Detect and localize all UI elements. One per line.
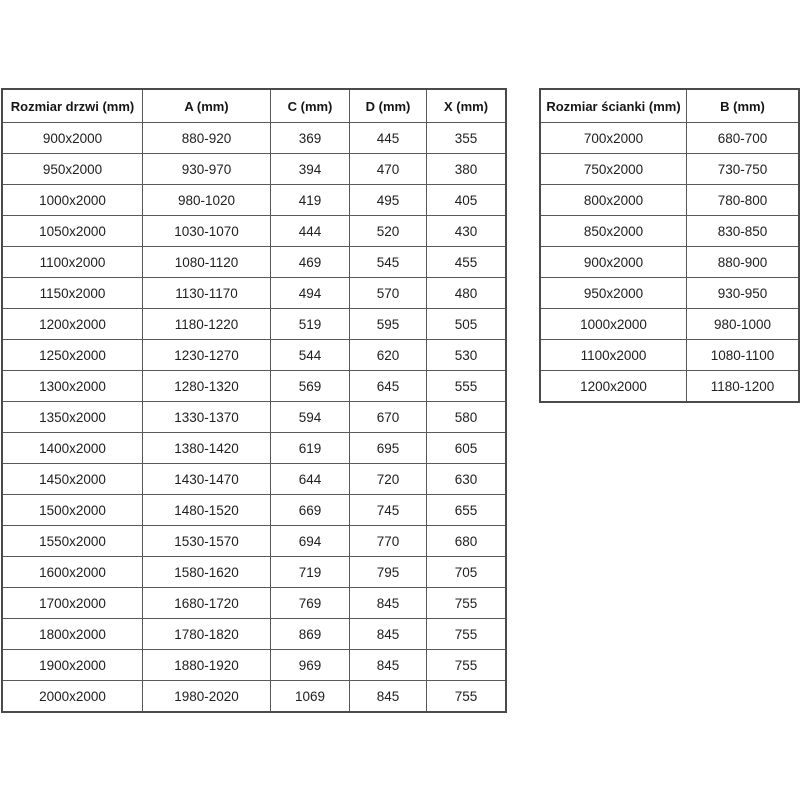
column-header: D (mm) [350, 89, 427, 123]
table-row [540, 216, 799, 247]
table-cell: 1900x2000 [2, 650, 143, 681]
table-cell: 755 [427, 588, 507, 619]
table-cell: 1600x2000 [2, 557, 143, 588]
table-cell: 1380-1420 [143, 433, 271, 464]
table-cell: 719 [271, 557, 350, 588]
table-cell: 680-700 [687, 123, 800, 154]
table-row [2, 495, 506, 526]
table-cell: 1069 [271, 681, 350, 713]
table-cell: 470 [350, 154, 427, 185]
table-cell: 930-970 [143, 154, 271, 185]
table-cell: 670 [350, 402, 427, 433]
table-cell: 1130-1170 [143, 278, 271, 309]
table-row [2, 216, 506, 247]
table-cell: 505 [427, 309, 507, 340]
table-cell: 580 [427, 402, 507, 433]
table-cell: 2000x2000 [2, 681, 143, 713]
column-header: Rozmiar drzwi (mm) [2, 89, 143, 123]
table-cell: 720 [350, 464, 427, 495]
table-cell: 830-850 [687, 216, 800, 247]
table-cell: 555 [427, 371, 507, 402]
table-row [540, 154, 799, 185]
table-cell: 900x2000 [2, 123, 143, 154]
table-cell: 1430-1470 [143, 464, 271, 495]
table-cell: 969 [271, 650, 350, 681]
table-cell: 1200x2000 [2, 309, 143, 340]
table-cell: 1530-1570 [143, 526, 271, 557]
table-cell: 770 [350, 526, 427, 557]
table-cell: 1150x2000 [2, 278, 143, 309]
table-row [2, 185, 506, 216]
table-cell: 1280-1320 [143, 371, 271, 402]
table-cell: 494 [271, 278, 350, 309]
table-cell: 980-1020 [143, 185, 271, 216]
table-cell: 1880-1920 [143, 650, 271, 681]
column-header: A (mm) [143, 89, 271, 123]
table-row [540, 185, 799, 216]
table-cell: 1350x2000 [2, 402, 143, 433]
column-header: B (mm) [687, 89, 800, 123]
header-row [540, 89, 799, 123]
table-cell: 1300x2000 [2, 371, 143, 402]
table-row [540, 123, 799, 154]
table-cell: 1800x2000 [2, 619, 143, 650]
table-cell: 1000x2000 [2, 185, 143, 216]
table-cell: 1080-1120 [143, 247, 271, 278]
table-cell: 755 [427, 650, 507, 681]
table-cell: 1050x2000 [2, 216, 143, 247]
table-cell: 1200x2000 [540, 371, 687, 403]
table-cell: 595 [350, 309, 427, 340]
table-cell: 1100x2000 [540, 340, 687, 371]
table-cell: 520 [350, 216, 427, 247]
table-cell: 750x2000 [540, 154, 687, 185]
table-cell: 419 [271, 185, 350, 216]
table-row [540, 247, 799, 278]
table-row [2, 371, 506, 402]
table-cell: 469 [271, 247, 350, 278]
table-row [2, 526, 506, 557]
table-cell: 1700x2000 [2, 588, 143, 619]
table-cell: 405 [427, 185, 507, 216]
table-cell: 394 [271, 154, 350, 185]
table-row [2, 309, 506, 340]
table-cell: 630 [427, 464, 507, 495]
table-cell: 380 [427, 154, 507, 185]
table-cell: 545 [350, 247, 427, 278]
table-cell: 1400x2000 [2, 433, 143, 464]
table-row [2, 123, 506, 154]
table-cell: 430 [427, 216, 507, 247]
table-cell: 880-900 [687, 247, 800, 278]
table-cell: 369 [271, 123, 350, 154]
table-cell: 1330-1370 [143, 402, 271, 433]
table-row [2, 557, 506, 588]
table-cell: 1980-2020 [143, 681, 271, 713]
table-row [2, 154, 506, 185]
table-cell: 730-750 [687, 154, 800, 185]
table-cell: 1000x2000 [540, 309, 687, 340]
table-cell: 480 [427, 278, 507, 309]
table-row [2, 433, 506, 464]
table-row [2, 464, 506, 495]
column-header: C (mm) [271, 89, 350, 123]
table-row [2, 588, 506, 619]
table-cell: 680 [427, 526, 507, 557]
table-cell: 755 [427, 619, 507, 650]
table-cell: 619 [271, 433, 350, 464]
table-cell: 530 [427, 340, 507, 371]
table-cell: 845 [350, 681, 427, 713]
table-cell: 745 [350, 495, 427, 526]
table-cell: 655 [427, 495, 507, 526]
table-cell: 795 [350, 557, 427, 588]
table-cell: 644 [271, 464, 350, 495]
table-cell: 930-950 [687, 278, 800, 309]
table-row [540, 309, 799, 340]
table-cell: 695 [350, 433, 427, 464]
table-cell: 620 [350, 340, 427, 371]
table-cell: 455 [427, 247, 507, 278]
table-row [2, 402, 506, 433]
table-cell: 1450x2000 [2, 464, 143, 495]
table-cell: 800x2000 [540, 185, 687, 216]
table-cell: 845 [350, 650, 427, 681]
table-cell: 445 [350, 123, 427, 154]
table-cell: 570 [350, 278, 427, 309]
table-cell: 980-1000 [687, 309, 800, 340]
table-cell: 1580-1620 [143, 557, 271, 588]
table-cell: 1180-1220 [143, 309, 271, 340]
table-cell: 950x2000 [2, 154, 143, 185]
table-cell: 355 [427, 123, 507, 154]
table-cell: 694 [271, 526, 350, 557]
table-cell: 544 [271, 340, 350, 371]
table-cell: 850x2000 [540, 216, 687, 247]
table-cell: 950x2000 [540, 278, 687, 309]
table-cell: 880-920 [143, 123, 271, 154]
table-cell: 1550x2000 [2, 526, 143, 557]
table-cell: 705 [427, 557, 507, 588]
table-row [540, 278, 799, 309]
table-cell: 1030-1070 [143, 216, 271, 247]
table-row [2, 681, 506, 713]
table-cell: 444 [271, 216, 350, 247]
door-size-table [1, 88, 507, 713]
table-row [2, 278, 506, 309]
wall-size-table [539, 88, 800, 403]
table-cell: 1230-1270 [143, 340, 271, 371]
table-cell: 780-800 [687, 185, 800, 216]
table-cell: 845 [350, 588, 427, 619]
table-cell: 605 [427, 433, 507, 464]
table-cell: 1500x2000 [2, 495, 143, 526]
table-row [540, 340, 799, 371]
table-cell: 1180-1200 [687, 371, 800, 403]
table-cell: 769 [271, 588, 350, 619]
table-cell: 569 [271, 371, 350, 402]
table-cell: 1080-1100 [687, 340, 800, 371]
table-cell: 1100x2000 [2, 247, 143, 278]
table-cell: 869 [271, 619, 350, 650]
table-cell: 1780-1820 [143, 619, 271, 650]
table-row [540, 371, 799, 403]
table-cell: 495 [350, 185, 427, 216]
table-cell: 669 [271, 495, 350, 526]
table-cell: 594 [271, 402, 350, 433]
table-row [2, 247, 506, 278]
table-cell: 900x2000 [540, 247, 687, 278]
table-cell: 1250x2000 [2, 340, 143, 371]
table-cell: 700x2000 [540, 123, 687, 154]
table-cell: 755 [427, 681, 507, 713]
column-header: Rozmiar ścianki (mm) [540, 89, 687, 123]
column-header: X (mm) [427, 89, 507, 123]
table-cell: 1680-1720 [143, 588, 271, 619]
table-cell: 645 [350, 371, 427, 402]
table-cell: 519 [271, 309, 350, 340]
table-row [2, 619, 506, 650]
table-row [2, 650, 506, 681]
header-row [2, 89, 506, 123]
table-cell: 1480-1520 [143, 495, 271, 526]
table-row [2, 340, 506, 371]
table-cell: 845 [350, 619, 427, 650]
